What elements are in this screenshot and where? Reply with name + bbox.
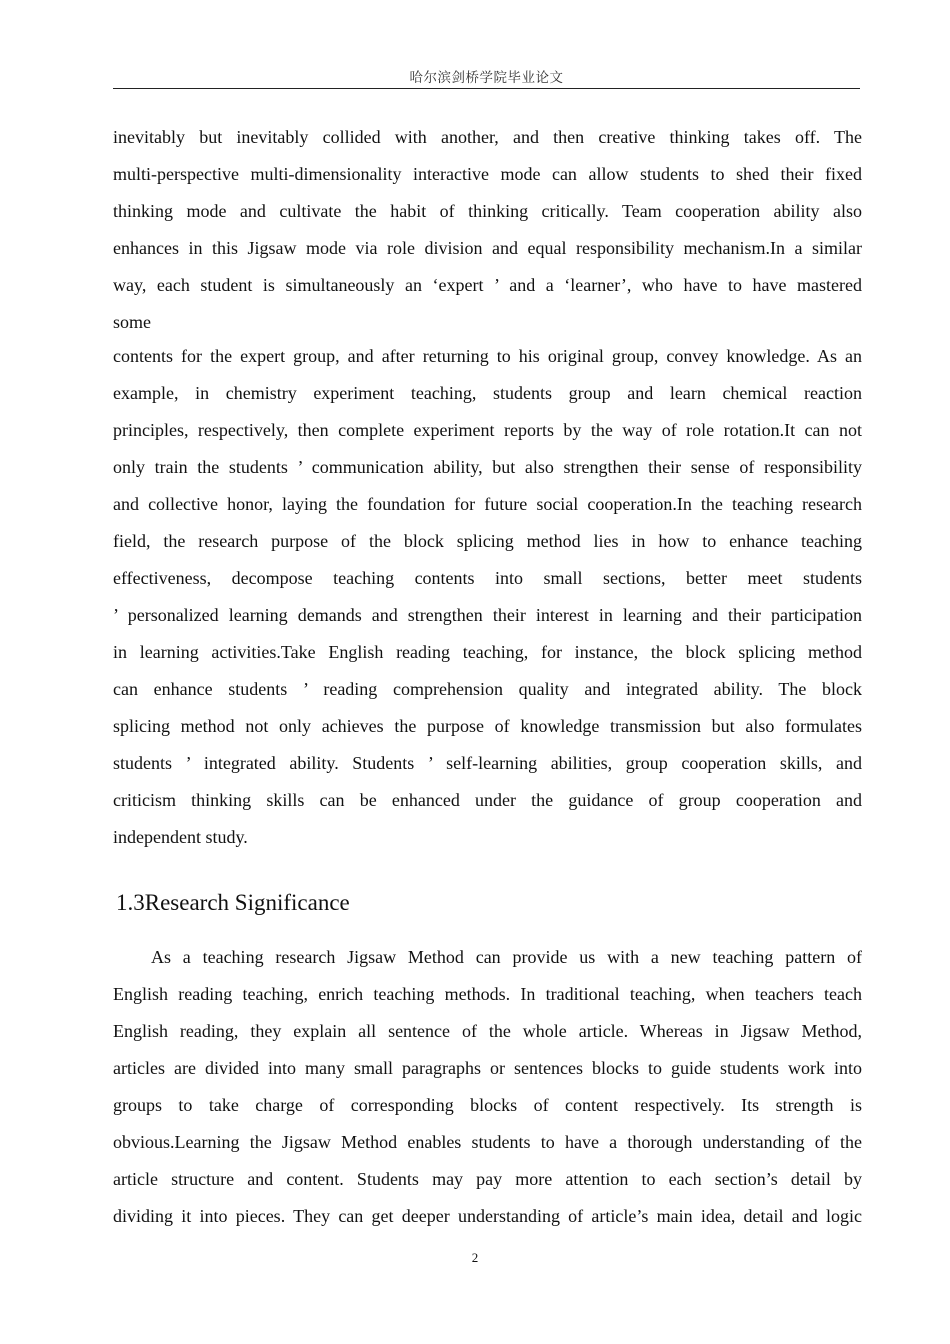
paragraph-3 bbox=[113, 944, 862, 1240]
text-line: enhances in this Jigsaw mode via role division and equal responsibility mechanism.In a similar bbox=[113, 238, 862, 258]
text-line: in learning activities.Take English reading teaching, for instance, the block splicing method bbox=[113, 642, 862, 662]
text-line: As a teaching research Jigsaw Method can provide us with a new teaching pattern of bbox=[151, 947, 862, 967]
text-line: multi-perspective multi-dimensionality interactive mode can allow students to shed their fixed bbox=[113, 164, 862, 184]
text-line: article structure and content. Students may pay more attention to each section’s detail by bbox=[113, 1169, 862, 1189]
text-line: ’ personalized learning demands and strengthen their interest in learning and their participation bbox=[113, 605, 862, 625]
text-line: and collective honor, laying the foundation for future social cooperation.In the teaching research bbox=[113, 494, 862, 514]
text-line: can enhance students ’ reading comprehension quality and integrated ability. The block bbox=[113, 679, 862, 699]
page-number: 2 bbox=[471, 1250, 479, 1265]
text-line: thinking mode and cultivate the habit of thinking critically. Team cooperation ability also bbox=[113, 201, 862, 221]
text-line: articles are divided into many small paragraphs or sentences blocks to guide students work into bbox=[113, 1058, 862, 1078]
text-line: example, in chemistry experiment teaching, students group and learn chemical reaction bbox=[113, 383, 862, 403]
text-line: English reading teaching, enrich teaching methods. In traditional teaching, when teachers teach bbox=[113, 984, 862, 1004]
text-line: students ’ integrated ability. Students ’ self-learning abilities, group cooperation skills, and bbox=[113, 753, 862, 773]
text-line: field, the research purpose of the block splicing method lies in how to enhance teaching bbox=[113, 531, 862, 551]
text-line: way, each student is simultaneously an ‘expert ’ and a ‘learner’, who have to have mastered bbox=[113, 275, 862, 295]
text-line: groups to take charge of corresponding blocks of content respectively. Its strength is bbox=[113, 1095, 862, 1115]
header-divider bbox=[113, 88, 860, 89]
text-line: contents for the expert group, and after returning to his original group, convey knowledge. As an bbox=[113, 346, 862, 366]
text-line: only train the students ’ communication ability, but also strengthen their sense of responsibility bbox=[113, 457, 862, 477]
text-line: dividing it into pieces. They can get deeper understanding of article’s main idea, detail and logic bbox=[113, 1206, 862, 1226]
text-line: criticism thinking skills can be enhanced under the guidance of group cooperation and bbox=[113, 790, 862, 810]
paragraph-1 bbox=[113, 124, 862, 346]
text-line: independent study. bbox=[113, 827, 248, 847]
text-line: principles, respectively, then complete experiment reports by the way of role rotation.It can not bbox=[113, 420, 862, 440]
text-line: English reading, they explain all sentence of the whole article. Whereas in Jigsaw Method, bbox=[113, 1021, 862, 1041]
text-line: splicing method not only achieves the purpose of knowledge transmission but also formulates bbox=[113, 716, 862, 736]
text-line: inevitably but inevitably collided with another, and then creative thinking takes off. The bbox=[113, 127, 862, 147]
text-line: effectiveness, decompose teaching contents into small sections, better meet students bbox=[113, 568, 862, 588]
section-heading: 1.3Research Significance bbox=[116, 890, 350, 915]
paragraph-2 bbox=[113, 343, 862, 861]
page-header: 哈尔滨剑桥学院毕业论文 bbox=[409, 70, 564, 86]
text-line: obvious.Learning the Jigsaw Method enables students to have a thorough understanding of the bbox=[113, 1132, 862, 1152]
text-line: some bbox=[113, 312, 151, 332]
